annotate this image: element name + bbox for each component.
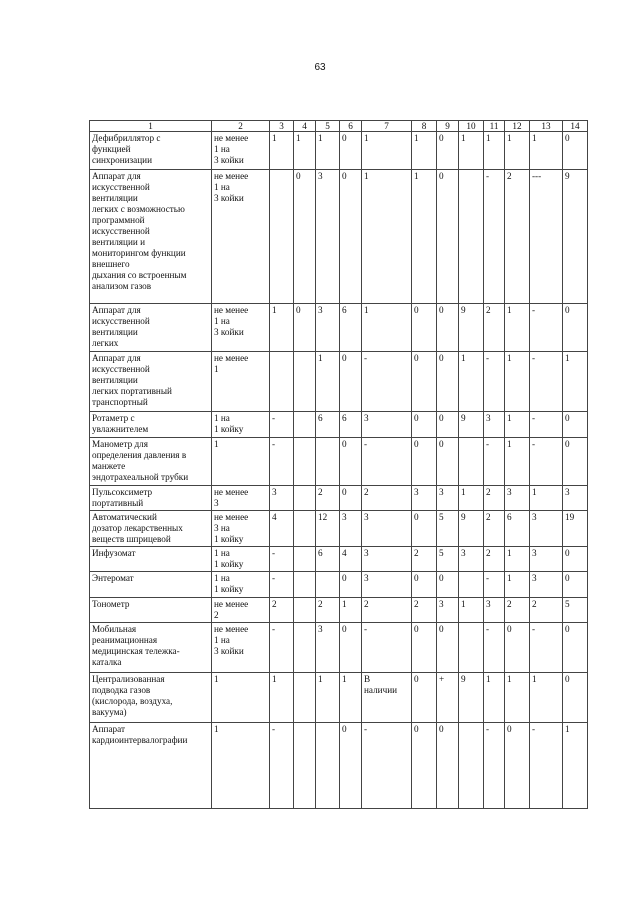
value-cell: 1 [340, 673, 362, 723]
equipment-name-cell: Аппарат кардиоинтервалографии [90, 723, 212, 809]
value-cell: 2 [505, 598, 530, 623]
value-cell [294, 438, 316, 486]
value-cell: 1 [505, 547, 530, 572]
value-cell: 2 [316, 486, 340, 511]
norm-cell: 1 на 1 койку [212, 547, 270, 572]
value-cell: 0 [412, 304, 437, 352]
norm-cell: не менее 1 на 3 койки [212, 132, 270, 170]
value-cell: 3 [484, 598, 505, 623]
value-cell: 2 [530, 598, 563, 623]
value-cell: 6 [340, 412, 362, 438]
column-header: 3 [270, 121, 294, 132]
table-row [90, 572, 588, 598]
value-cell: - [484, 352, 505, 412]
value-cell: 3 [505, 486, 530, 511]
column-header: 7 [362, 121, 412, 132]
value-cell: 5 [437, 511, 459, 547]
value-cell: - [270, 438, 294, 486]
value-cell: 1 [484, 673, 505, 723]
value-cell [294, 547, 316, 572]
value-cell: 2 [412, 547, 437, 572]
value-cell: - [362, 723, 412, 809]
value-cell [316, 723, 340, 809]
value-cell: 0 [294, 304, 316, 352]
value-cell: 1 [563, 352, 588, 412]
value-cell: - [484, 170, 505, 304]
column-header: 1 [90, 121, 212, 132]
value-cell: 3 [362, 572, 412, 598]
norm-cell: не менее 1 [212, 352, 270, 412]
value-cell: 0 [437, 572, 459, 598]
value-cell: - [362, 352, 412, 412]
value-cell: 1 [563, 723, 588, 809]
value-cell: 3 [362, 511, 412, 547]
equipment-name-cell: Энтеромат [90, 572, 212, 598]
value-cell: 3 [412, 486, 437, 511]
value-cell [270, 170, 294, 304]
table-row [90, 438, 588, 486]
column-header: 12 [505, 121, 530, 132]
value-cell [294, 623, 316, 673]
table-row [90, 673, 588, 723]
value-cell: 1 [362, 170, 412, 304]
value-cell: 1 [459, 598, 484, 623]
value-cell: 0 [437, 304, 459, 352]
equipment-name-cell: Автоматический дозатор лекарственных веществ шприцевой [90, 511, 212, 547]
value-cell: 5 [563, 598, 588, 623]
value-cell: - [362, 623, 412, 673]
value-cell [316, 438, 340, 486]
value-cell: 0 [437, 170, 459, 304]
value-cell: 1 [459, 352, 484, 412]
value-cell: 9 [459, 412, 484, 438]
value-cell: 19 [563, 511, 588, 547]
value-cell: 1 [270, 673, 294, 723]
value-cell: 3 [530, 547, 563, 572]
value-cell: 1 [412, 132, 437, 170]
value-cell: 0 [412, 572, 437, 598]
value-cell: 0 [340, 723, 362, 809]
value-cell: - [530, 723, 563, 809]
table-row [90, 352, 588, 412]
value-cell [459, 170, 484, 304]
value-cell: 1 [505, 352, 530, 412]
norm-cell: не менее 1 на 3 койки [212, 170, 270, 304]
equipment-name-cell: Манометр для определения давления в манжете эндотрахеальной трубки [90, 438, 212, 486]
table-row [90, 412, 588, 438]
value-cell [294, 673, 316, 723]
value-cell [270, 352, 294, 412]
value-cell: - [484, 723, 505, 809]
table-row [90, 547, 588, 572]
table-row [90, 723, 588, 809]
value-cell: 4 [270, 511, 294, 547]
value-cell: - [484, 572, 505, 598]
table-row [90, 304, 588, 352]
value-cell: - [530, 412, 563, 438]
value-cell: 2 [484, 486, 505, 511]
value-cell: 3 [362, 547, 412, 572]
value-cell: 0 [340, 623, 362, 673]
column-header: 2 [212, 121, 270, 132]
value-cell: 3 [316, 304, 340, 352]
value-cell: 0 [437, 352, 459, 412]
value-cell: 0 [340, 572, 362, 598]
table-row [90, 170, 588, 304]
value-cell: 0 [563, 412, 588, 438]
value-cell: 0 [412, 412, 437, 438]
value-cell: 1 [340, 598, 362, 623]
value-cell: 1 [459, 486, 484, 511]
table-row [90, 132, 588, 170]
value-cell: 3 [459, 547, 484, 572]
value-cell: 9 [459, 511, 484, 547]
table-header-row [90, 121, 588, 132]
value-cell: 2 [362, 486, 412, 511]
value-cell: 1 [505, 304, 530, 352]
value-cell: 6 [340, 304, 362, 352]
column-header: 4 [294, 121, 316, 132]
column-header: 14 [563, 121, 588, 132]
equipment-name-cell: Мобильная реанимационная медицинская тележка- каталка [90, 623, 212, 673]
value-cell: 0 [437, 723, 459, 809]
value-cell: 0 [563, 547, 588, 572]
table-row [90, 511, 588, 547]
value-cell: 0 [340, 438, 362, 486]
value-cell: 1 [294, 132, 316, 170]
value-cell: - [530, 438, 563, 486]
norm-cell: не менее 1 на 3 койки [212, 304, 270, 352]
value-cell: 0 [437, 623, 459, 673]
value-cell: 1 [505, 673, 530, 723]
value-cell [294, 412, 316, 438]
equipment-name-cell: Тонометр [90, 598, 212, 623]
value-cell: 0 [412, 623, 437, 673]
value-cell: - [530, 623, 563, 673]
value-cell: 1 [362, 132, 412, 170]
value-cell: 0 [437, 132, 459, 170]
value-cell: 0 [340, 132, 362, 170]
value-cell: 9 [459, 673, 484, 723]
value-cell: 0 [412, 673, 437, 723]
norm-cell: 1 на 1 койку [212, 572, 270, 598]
value-cell: 3 [530, 572, 563, 598]
value-cell: 0 [412, 352, 437, 412]
value-cell: 2 [484, 304, 505, 352]
norm-cell: не менее 3 на 1 койку [212, 511, 270, 547]
value-cell: 0 [563, 673, 588, 723]
value-cell: 9 [459, 304, 484, 352]
value-cell: - [484, 623, 505, 673]
value-cell: 1 [270, 304, 294, 352]
column-header: 6 [340, 121, 362, 132]
value-cell: - [270, 623, 294, 673]
norm-cell: не менее 2 [212, 598, 270, 623]
value-cell: 0 [294, 170, 316, 304]
value-cell: - [484, 438, 505, 486]
value-cell: 2 [270, 598, 294, 623]
value-cell [294, 572, 316, 598]
value-cell: 0 [412, 511, 437, 547]
value-cell: 3 [316, 623, 340, 673]
table-row [90, 486, 588, 511]
value-cell: 0 [340, 170, 362, 304]
page-number: 63 [314, 62, 326, 73]
value-cell: - [530, 304, 563, 352]
value-cell: 0 [563, 438, 588, 486]
value-cell [294, 598, 316, 623]
table-row [90, 623, 588, 673]
value-cell: 5 [437, 547, 459, 572]
value-cell [459, 572, 484, 598]
value-cell: 0 [437, 438, 459, 486]
value-cell: 0 [340, 352, 362, 412]
value-cell: 0 [505, 623, 530, 673]
value-cell: 1 [505, 572, 530, 598]
value-cell: 2 [412, 598, 437, 623]
norm-cell: не менее 1 на 3 койки [212, 623, 270, 673]
value-cell: 1 [316, 673, 340, 723]
value-cell: 1 [530, 132, 563, 170]
table-body [90, 132, 588, 809]
equipment-name-cell: Централизованная подводка газов (кислорода, воздуха, вакуума) [90, 673, 212, 723]
value-cell: 3 [362, 412, 412, 438]
value-cell: 2 [362, 598, 412, 623]
column-header: 10 [459, 121, 484, 132]
equipment-table [89, 120, 588, 809]
value-cell: - [362, 438, 412, 486]
norm-cell: 1 [212, 723, 270, 809]
value-cell [294, 486, 316, 511]
value-cell: 0 [412, 723, 437, 809]
value-cell [316, 572, 340, 598]
value-cell [459, 438, 484, 486]
equipment-name-cell: Аппарат для искусственной вентиляции легких с возможностью программной искусственной вентиляции и мониторингом функции внешнего дыхания со встроенным анализом газов [90, 170, 212, 304]
value-cell: 0 [563, 572, 588, 598]
value-cell: 0 [563, 132, 588, 170]
value-cell: 2 [484, 511, 505, 547]
value-cell: - [270, 723, 294, 809]
value-cell [294, 723, 316, 809]
value-cell: 2 [316, 598, 340, 623]
value-cell: 1 [459, 132, 484, 170]
value-cell: 3 [437, 598, 459, 623]
value-cell: --- [530, 170, 563, 304]
equipment-name-cell: Аппарат для искусственной вентиляции легких портативный транспортный [90, 352, 212, 412]
value-cell: 1 [270, 132, 294, 170]
value-cell: 0 [563, 304, 588, 352]
value-cell: 3 [530, 511, 563, 547]
value-cell: 1 [412, 170, 437, 304]
value-cell: 9 [563, 170, 588, 304]
value-cell: 3 [340, 511, 362, 547]
equipment-name-cell: Инфузомат [90, 547, 212, 572]
value-cell: 1 [505, 438, 530, 486]
value-cell: - [270, 412, 294, 438]
value-cell: 3 [563, 486, 588, 511]
table-row [90, 598, 588, 623]
value-cell: 3 [437, 486, 459, 511]
value-cell: 6 [316, 412, 340, 438]
value-cell: 1 [530, 486, 563, 511]
equipment-name-cell: Пульсоксиметр портативный [90, 486, 212, 511]
value-cell [294, 352, 316, 412]
value-cell [459, 623, 484, 673]
value-cell: 1 [505, 132, 530, 170]
norm-cell: 1 на 1 койку [212, 412, 270, 438]
norm-cell: не менее 3 [212, 486, 270, 511]
value-cell: 2 [484, 547, 505, 572]
value-cell: 3 [270, 486, 294, 511]
column-header: 5 [316, 121, 340, 132]
value-cell: 0 [563, 623, 588, 673]
value-cell: 2 [505, 170, 530, 304]
value-cell: 0 [505, 723, 530, 809]
value-cell: 1 [316, 132, 340, 170]
value-cell: 1 [505, 412, 530, 438]
column-header: 8 [412, 121, 437, 132]
value-cell [294, 511, 316, 547]
norm-cell: 1 [212, 438, 270, 486]
value-cell: - [270, 572, 294, 598]
equipment-name-cell: Аппарат для искусственной вентиляции легких [90, 304, 212, 352]
value-cell: 4 [340, 547, 362, 572]
value-cell: 3 [316, 170, 340, 304]
norm-cell: 1 [212, 673, 270, 723]
value-cell: 1 [316, 352, 340, 412]
value-cell: 0 [412, 438, 437, 486]
value-cell: 1 [530, 673, 563, 723]
value-cell: 3 [484, 412, 505, 438]
value-cell: В наличии [362, 673, 412, 723]
equipment-name-cell: Дефибриллятор с функцией синхронизации [90, 132, 212, 170]
value-cell: 6 [505, 511, 530, 547]
value-cell: 1 [484, 132, 505, 170]
value-cell: 1 [362, 304, 412, 352]
value-cell: + [437, 673, 459, 723]
value-cell: - [530, 352, 563, 412]
value-cell: - [270, 547, 294, 572]
value-cell: 0 [437, 412, 459, 438]
value-cell: 12 [316, 511, 340, 547]
value-cell: 0 [340, 486, 362, 511]
value-cell [459, 723, 484, 809]
column-header: 9 [437, 121, 459, 132]
equipment-name-cell: Ротаметр с увлажнителем [90, 412, 212, 438]
value-cell: 6 [316, 547, 340, 572]
column-header: 13 [530, 121, 563, 132]
column-header: 11 [484, 121, 505, 132]
